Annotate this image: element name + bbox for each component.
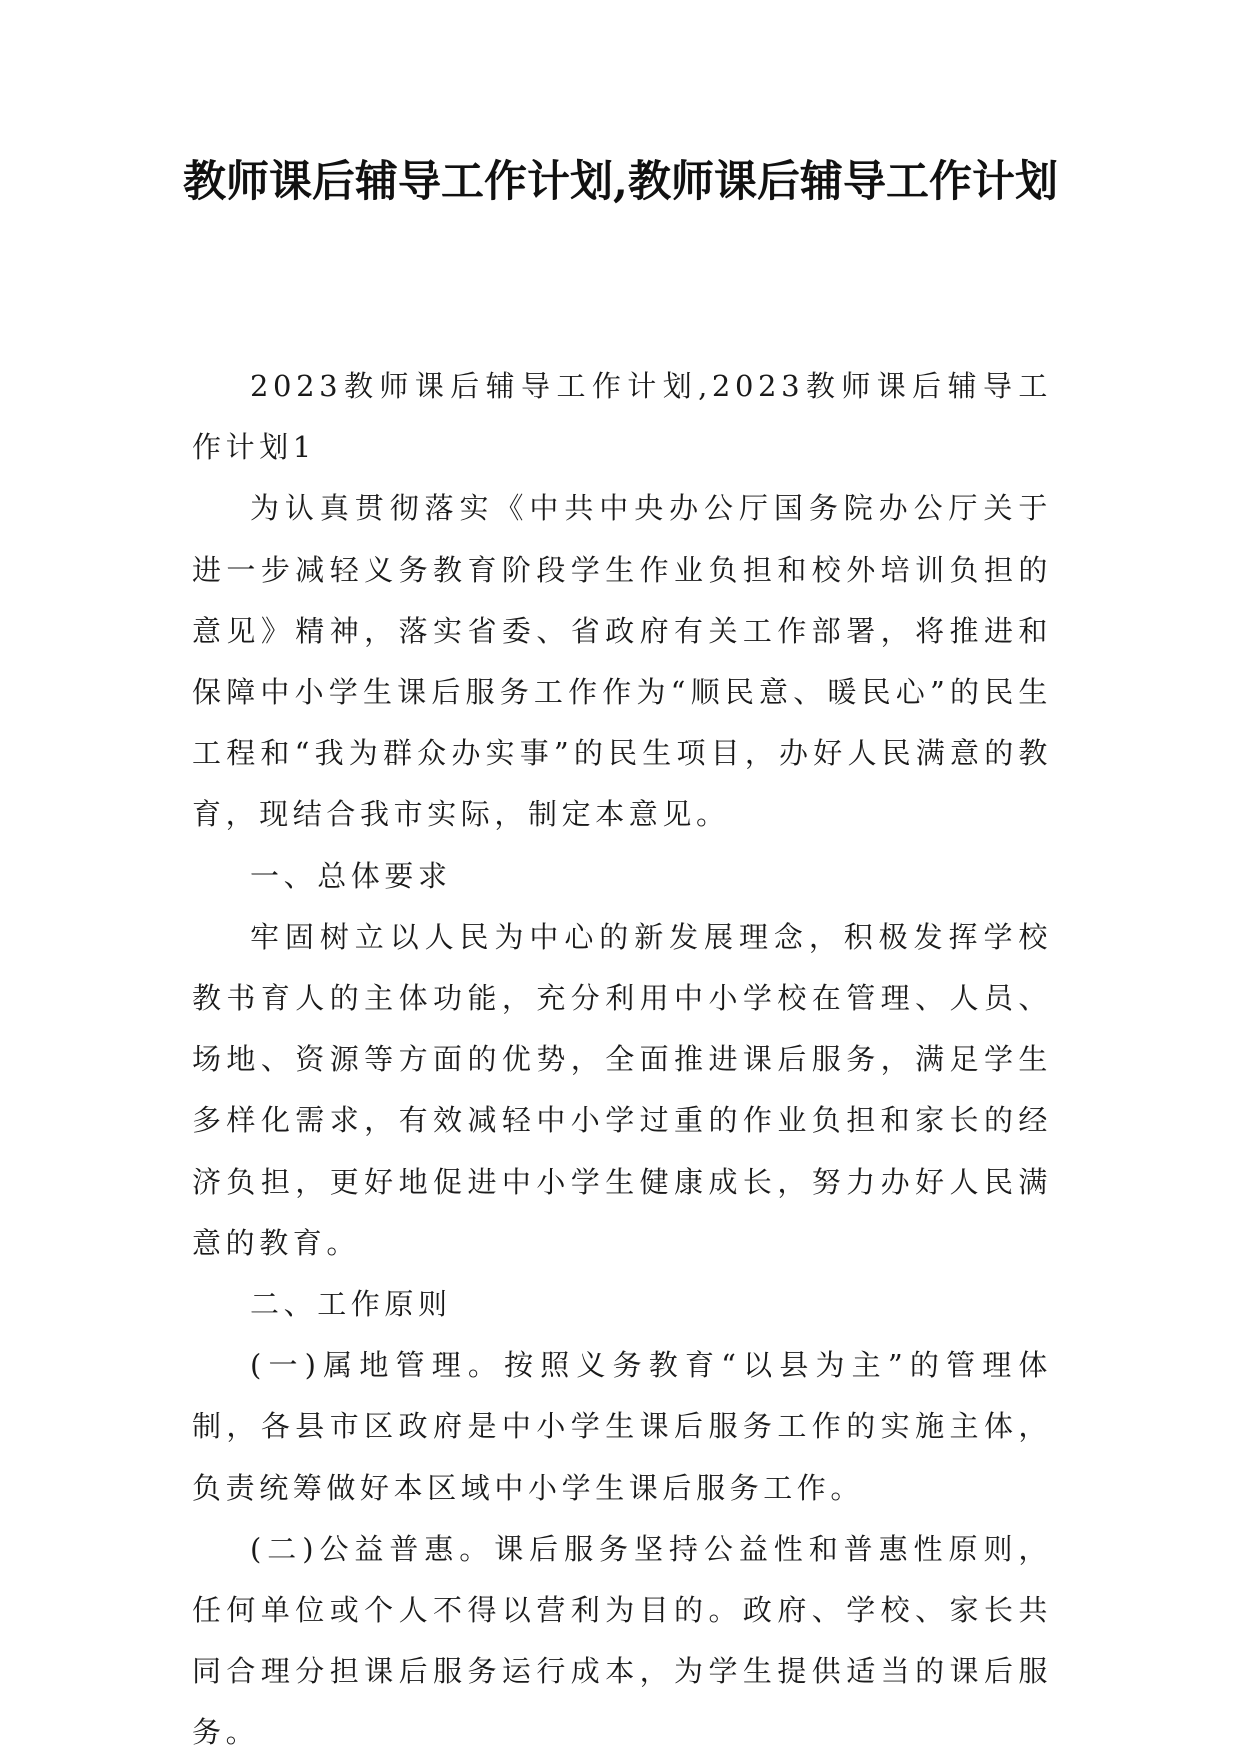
paragraph-intro: 为认真贯彻落实《中共中央办公厅国务院办公厅关于进一步减轻义务教育阶段学生作业负担和校外培训负担的意见》精神，落实省委、省政府有关工作部署，将推进和保障中小学生课后服务工作作为“顺民意、暖民心”的民生工程和“我为群众办实事”的民生项目，办好人民满意的教育，现结合我市实际，制定本意见。 [192,491,1052,832]
section-heading-work-principles: 二、工作原则 [250,1287,452,1322]
document-body [192,356,1052,1764]
paragraph-general-requirements: 牢固树立以人民为中心的新发展理念，积极发挥学校教书育人的主体功能，充分利用中小学校在管理、人员、场地、资源等方面的优势，全面推进课后服务，满足学生多样化需求，有效减轻中小学过重的作业负担和家长的经济负担，更好地促进中小学生健康成长，努力办好人民满意的教育。 [192,919,1052,1260]
section-heading-general-requirements: 一、总体要求 [250,858,452,893]
paragraph-principle-1: (一)属地管理。按照义务教育“以县为主”的管理体制，各县市区政府是中小学生课后服务工作的实施主体，负责统筹做好本区域中小学生课后服务工作。 [192,1348,1052,1505]
paragraph-principle-2: (二)公益普惠。课后服务坚持公益性和普惠性原则，任何单位或个人不得以营利为目的。政府、学校、家长共同合理分担课后服务运行成本，为学生提供适当的课后服务。 [192,1531,1052,1750]
document-title: 教师课后辅导工作计划,教师课后辅导工作计划 [183,157,1058,207]
paragraph-subtitle: 2023教师课后辅导工作计划,2023教师课后辅导工作计划1 [192,369,1052,465]
